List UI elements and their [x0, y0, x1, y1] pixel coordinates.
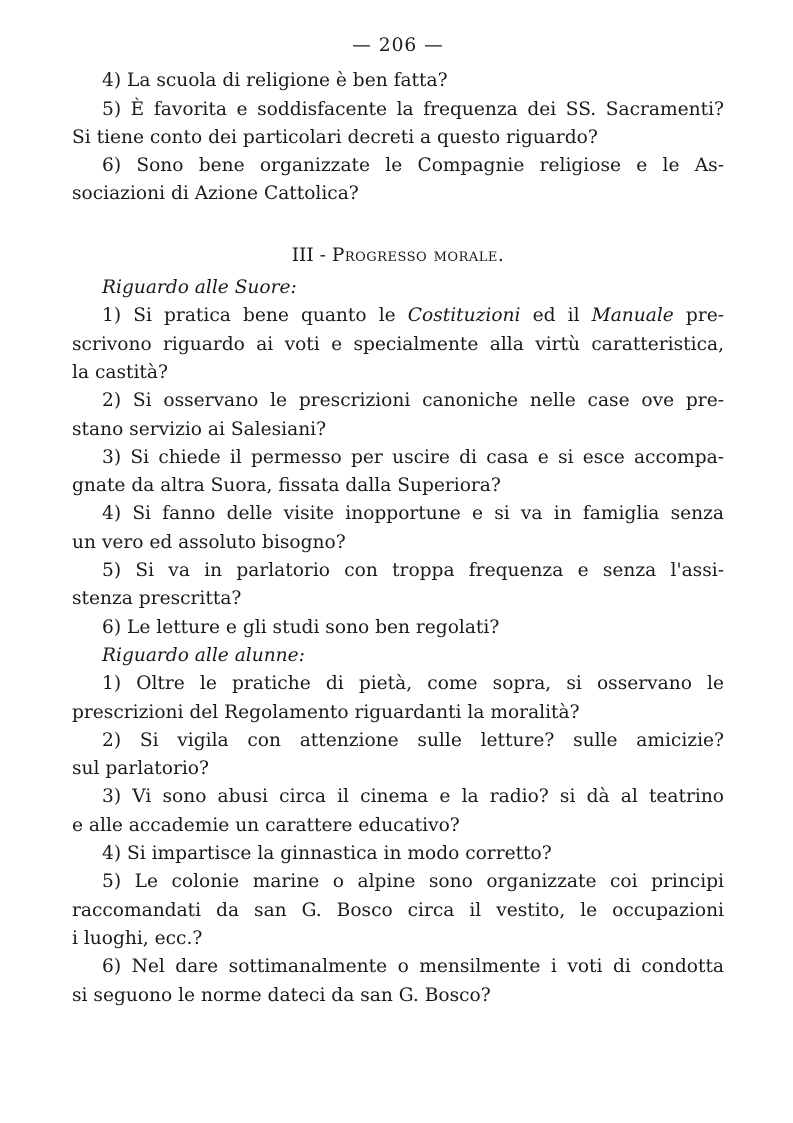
section-heading	[72, 242, 724, 270]
alunne-question-6	[72, 953, 724, 1010]
text-line: 2) Si vigila con attenzione sulle letture? sulle amicizie?	[102, 729, 724, 751]
top-question-4	[72, 67, 724, 95]
suore-question-2	[72, 387, 724, 444]
text-line: 4) Si impartisce la ginnastica in modo corretto?	[102, 843, 552, 865]
suore-question-3	[72, 444, 724, 501]
suore-question-5	[72, 557, 724, 614]
top-question-6	[72, 152, 724, 209]
text-line: i luoghi, ecc.?	[72, 927, 203, 949]
text-line: sociazioni di Azione Cattolica?	[72, 183, 359, 205]
manuale-italic: Manuale	[591, 305, 674, 327]
text-line: 6) Le letture e gli studi sono ben regolati?	[102, 616, 500, 638]
costituzioni-italic: Costituzioni	[407, 305, 521, 327]
text-line: 5) È favorita e soddisfacente la frequenza dei SS. Sacramenti?	[102, 98, 724, 120]
suore-question-4	[72, 500, 724, 557]
subheading-alunne: Riguardo alle alunne:	[102, 644, 305, 666]
text-line: stano servizio ai Salesiani?	[72, 418, 327, 440]
section-number: III -	[291, 244, 332, 266]
section-title: Progresso morale.	[331, 244, 505, 266]
text-line: si seguono le norme dateci da san G. Bosco?	[72, 984, 491, 1006]
text-line: 6) Sono bene organizzate le Compagnie religiose e le As-	[102, 155, 724, 177]
text-line: Si tiene conto dei particolari decreti a questo riguardo?	[72, 126, 598, 148]
text-line: 1) Oltre le pratiche di pietà, come sopra, si osservano le	[102, 673, 724, 695]
text-line: prescrizioni del Regolamento riguardanti la moralità?	[72, 701, 580, 723]
page-number: — 206 —	[352, 35, 444, 56]
alunne-question-3	[72, 783, 724, 840]
text-line: stenza prescritta?	[72, 588, 242, 610]
text-line: un vero ed assoluto bisogno?	[72, 531, 346, 553]
document-page	[72, 32, 724, 1010]
alunne-question-1	[72, 670, 724, 727]
text-line: la castità?	[72, 361, 168, 383]
text-line: 3) Vi sono abusi circa il cinema e la radio? si dà al teatrino	[102, 786, 724, 808]
text-line: gnate da altra Suora, fissata dalla Superiora?	[72, 475, 501, 497]
suore-question-1	[72, 302, 724, 387]
alunne-question-4	[72, 840, 724, 868]
text-line: 6) Nel dare sottimanalmente o mensilmente i voti di condotta	[102, 956, 724, 978]
text-line: 4) Si fanno delle visite inopportune e si va in famiglia senza	[102, 503, 724, 525]
text-line: 3) Si chiede il permesso per uscire di casa e si esce accompa-	[102, 446, 724, 468]
text-line: 4) La scuola di religione è ben fatta?	[102, 70, 448, 92]
text-line	[72, 302, 724, 330]
subheading-suore: Riguardo alle Suore:	[102, 277, 297, 299]
text-line: raccomandati da san G. Bosco circa il vestito, le occupazioni	[72, 899, 724, 921]
text-line: e alle accademie un carattere educativo?	[72, 814, 460, 836]
top-question-5	[72, 96, 724, 153]
text-fragment: pre-	[673, 305, 725, 327]
alunne-question-2	[72, 727, 724, 784]
text-line: scrivono riguardo ai voti e specialmente alla virtù caratteristica,	[72, 333, 724, 355]
text-line: 2) Si osservano le prescrizioni canoniche nelle case ove pre-	[102, 390, 724, 412]
text-line: sul parlatorio?	[72, 758, 209, 780]
text-line: 5) Si va in parlatorio con troppa frequenza e senza l'assi-	[102, 560, 724, 582]
text-line: 5) Le colonie marine o alpine sono organizzate coi principi	[102, 871, 724, 893]
alunne-question-5	[72, 868, 724, 953]
text-fragment: ed il	[520, 305, 592, 327]
text-fragment: 1) Si pratica bene quanto le	[102, 305, 408, 327]
suore-question-6	[72, 614, 724, 642]
